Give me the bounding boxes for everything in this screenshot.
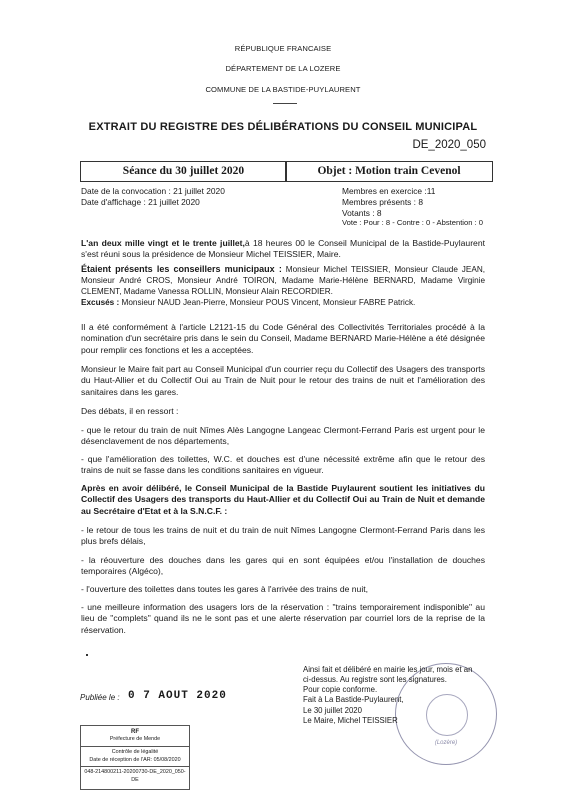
signature-line-2: ci-dessus. Au registre sont les signatures. bbox=[303, 675, 447, 685]
acte-numero: 048-214800211-20200730-DE_2020_050-DE bbox=[84, 769, 186, 783]
controle-legalite: Contrôle de légalité bbox=[111, 748, 159, 755]
prefecture-stamp-box bbox=[80, 725, 190, 790]
prefecture-name: Préfecture de Mende bbox=[109, 736, 161, 743]
courrier-paragraph: Monsieur le Maire fait part au Conseil Municipal d'un courrier reçu du Collectif des Usagers des transports du Haut-Allier et du Collectif Oui au Train de Nuit pour le retour des trains de nuit et l'amélioration des sanitaires dans les gares. bbox=[81, 364, 485, 397]
publie-date: 0 7 AOUT 2020 bbox=[128, 690, 227, 702]
intro-text: à 18 heures 00 le Conseil Municipal de la Bastide-Puylaurent s'est réuni sous la présidence de Monsieur Michel TEISSIER, Maire. bbox=[81, 238, 485, 260]
demande-4: - une meilleure information des usagers lors de la réservation : "trains temporairement indisponible" au lieu de "complets" quand ils ne le sont pas et une alerte réservation par courriel lors de la reprise de la réservation. bbox=[81, 602, 485, 635]
intro-paragraph bbox=[81, 238, 485, 261]
membres-exercice: Membres en exercice :11 bbox=[342, 186, 436, 196]
demande-2: - la réouverture des douches dans les gares qui en sont équipées et/ou l'installation de douches temporaires (Algéco), bbox=[81, 555, 485, 577]
date-reception: Date de réception de l'AR: 05/08/2020 bbox=[89, 756, 181, 763]
excuses-label: Excusés : bbox=[81, 297, 120, 307]
prefecture-divider-2 bbox=[81, 766, 189, 767]
signature-line-1: Ainsi fait et délibéré en mairie les jour, mois et an bbox=[303, 665, 473, 674]
membres-presents: Membres présents : 8 bbox=[342, 196, 423, 207]
votants: Votants : 8 bbox=[342, 207, 382, 218]
seance-date: Séance du 30 juillet 2020 bbox=[122, 165, 245, 177]
publie-label: Publiée le : bbox=[80, 693, 120, 702]
vote-result: Vote : Pour : 8 - Contre : 0 - Abstention : 0 bbox=[342, 218, 483, 228]
rf-label: RF bbox=[131, 729, 139, 735]
signature-line-5: Le 30 juillet 2020 bbox=[303, 705, 362, 715]
date-convocation: Date de la convocation : 21 juillet 2020 bbox=[81, 186, 225, 196]
debats-paragraph: Des débats, il en ressort : bbox=[81, 406, 179, 416]
deliberation-reference: DE_2020_050 bbox=[412, 139, 486, 151]
signature-line-3: Pour copie conforme. bbox=[303, 685, 378, 695]
demande-3: - l'ouverture des toilettes dans toutes les gares à l'arrivée des trains de nuit, bbox=[81, 584, 369, 594]
header-republique: RÉPUBLIQUE FRANCAISE bbox=[234, 44, 332, 53]
stamp-text: (Lozère) bbox=[434, 740, 458, 746]
presents-paragraph bbox=[81, 264, 485, 308]
signature-block bbox=[303, 665, 503, 726]
presents-label: Étaient présents les conseillers municipaux : bbox=[81, 264, 282, 274]
seance-box bbox=[80, 161, 287, 182]
objet-label: Objet : Motion train Cevenol bbox=[317, 165, 461, 177]
presents-names: Monsieur Michel TEISSIER, Monsieur Claude JEAN, Monsieur André CROS, Monsieur André TOIRON, Madame Marie-Hélène BERNARD, Madame Virginie CLEMENT, Madame Vanessa ROLLIN, Monsieur Alain RECORDIER. bbox=[81, 265, 486, 296]
header-departement: DÉPARTEMENT DE LA LOZERE bbox=[225, 64, 341, 73]
decision-paragraph: Après en avoir délibéré, le Conseil Municipal de la Bastide Puylaurent soutient les initiatives du Collectif des Usagers des transports du Haut-Allier et du Collectif Oui au Train de Nuit et demande au Secrétaire d'Etat et à la S.N.C.F. : bbox=[81, 483, 485, 516]
intro-bold: L'an deux mille vingt et le trente juillet, bbox=[81, 238, 245, 248]
prefecture-divider bbox=[81, 746, 189, 747]
dates-block bbox=[81, 186, 225, 208]
document-title: EXTRAIT DU REGISTRE DES DÉLIBÉRATIONS DU CONSEIL MUNICIPAL bbox=[88, 121, 478, 133]
point-1: - que le retour du train de nuit Nîmes Alès Langogne Langeac Clermont-Ferrand Paris est urgent pour le désenclavement de nos départements, bbox=[81, 425, 485, 447]
header-divider bbox=[273, 103, 297, 104]
demande-1: - le retour de tous les trains de nuit et du train de nuit Nîmes Langogne Clermont-Ferrand Paris dans les plus brefs délais, bbox=[81, 525, 485, 547]
signature-line-4: Fait à La Bastide-Puylaurent, bbox=[303, 695, 404, 705]
date-affichage: Date d'affichage : 21 juillet 2020 bbox=[81, 196, 200, 207]
secretaire-paragraph: Il a été conformément à l'article L2121-15 du Code Général des Collectivités Territoriales procédé à la nomination d'un secrétaire pris dans le sein du Conseil, Madame BERNARD Marie-Hélène a été désignée pour remplir ces fonctions et les a acceptées. bbox=[81, 322, 485, 355]
excuses-names: Monsieur NAUD Jean-Pierre, Monsieur POUS Vincent, Monsieur FABRE Patrick. bbox=[121, 297, 416, 307]
point-2: - que l'amélioration des toilettes, W.C. et douches est d'une nécessité extrême afin que le retour des trains de nuit se fasse dans les conditions sanitaires en vigueur. bbox=[81, 454, 485, 476]
header-commune: COMMUNE DE LA BASTIDE-PUYLAURENT bbox=[205, 85, 361, 94]
membres-block bbox=[342, 186, 483, 228]
signature-line-6: Le Maire, Michel TEISSIER bbox=[303, 715, 398, 725]
objet-box bbox=[285, 161, 493, 182]
mark-dot bbox=[86, 654, 88, 656]
